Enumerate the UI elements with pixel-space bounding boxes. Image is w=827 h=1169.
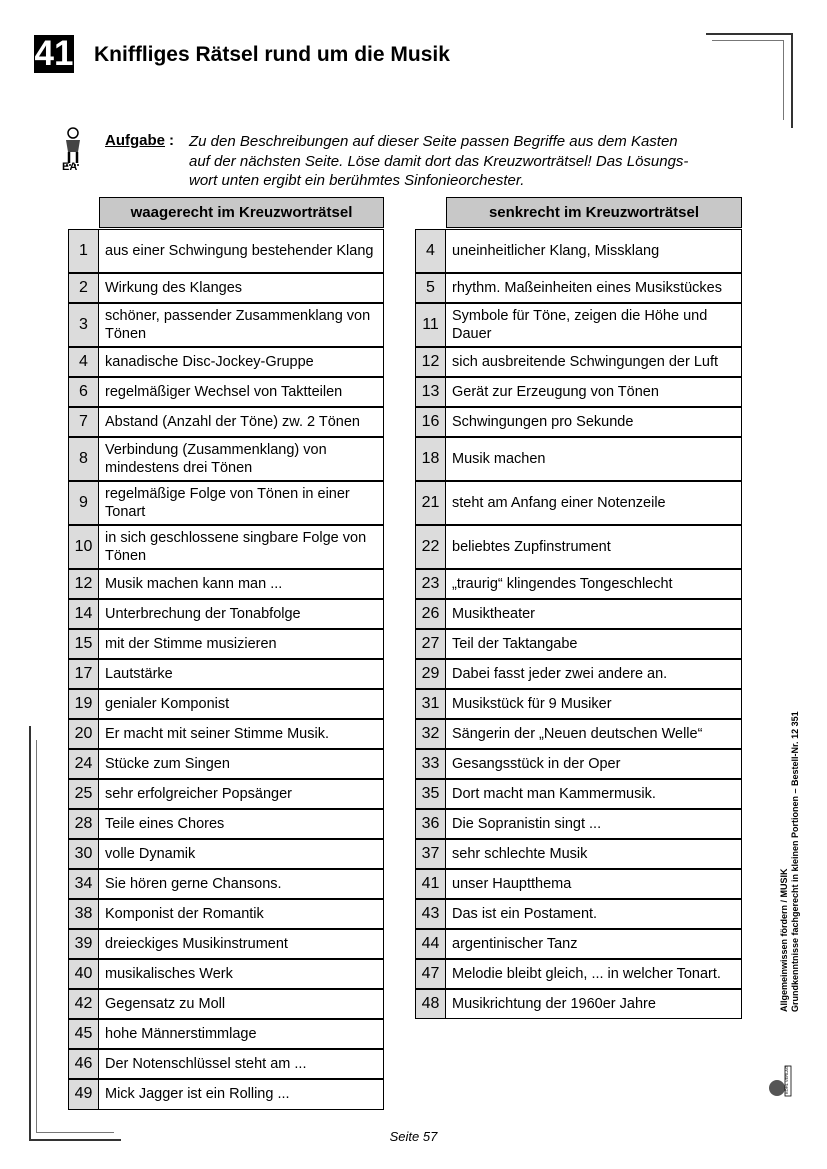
down-clue-text: Musik machen — [446, 437, 742, 482]
down-clue-number: 21 — [415, 481, 446, 526]
corner-line-bottom-left-v1 — [29, 726, 31, 1139]
down-clue-text: Musikstück für 9 Musiker — [446, 689, 742, 720]
across-row — [68, 989, 384, 1020]
down-clue-text: sehr schlechte Musik — [446, 839, 742, 870]
across-clue-text: regelmäßiger Wechsel von Taktteilen — [99, 377, 384, 408]
across-clue-text: Stücke zum Singen — [99, 749, 384, 780]
across-clue-number: 9 — [68, 481, 99, 526]
task-instructions — [189, 132, 749, 191]
exercise-number: 41 — [34, 34, 74, 73]
across-clue-number: 34 — [68, 869, 99, 900]
across-clue-text: hohe Männerstimmlage — [99, 1019, 384, 1050]
down-row — [415, 229, 742, 274]
across-row — [68, 229, 384, 274]
across-clue-text: mit der Stimme musizieren — [99, 629, 384, 660]
across-row — [68, 347, 384, 378]
down-clue-number: 13 — [415, 377, 446, 408]
down-clue-number: 41 — [415, 869, 446, 900]
across-clue-number: 39 — [68, 929, 99, 960]
down-clue-text: Gesangsstück in der Oper — [446, 749, 742, 780]
across-clue-text: Lautstärke — [99, 659, 384, 690]
down-row — [415, 599, 742, 630]
down-clue-number: 33 — [415, 749, 446, 780]
down-row — [415, 899, 742, 930]
across-clue-text: genialer Komponist — [99, 689, 384, 720]
down-row — [415, 989, 742, 1020]
across-clue-text: Mick Jagger ist ein Rolling ... — [99, 1079, 384, 1111]
across-row — [68, 929, 384, 960]
across-clue-text: aus einer Schwingung bestehender Klang — [99, 229, 384, 274]
down-row — [415, 481, 742, 526]
down-clue-number: 35 — [415, 779, 446, 810]
corner-line-top-right-h1 — [706, 33, 792, 35]
down-clue-number: 44 — [415, 929, 446, 960]
across-clue-number: 19 — [68, 689, 99, 720]
down-clue-number: 16 — [415, 407, 446, 438]
across-row — [68, 839, 384, 870]
across-clue-number: 1 — [68, 229, 99, 274]
down-row — [415, 347, 742, 378]
publisher-side-text — [779, 711, 801, 1012]
work-mode-label: EA — [62, 161, 78, 173]
across-clue-text: volle Dynamik — [99, 839, 384, 870]
side-line-1: Allgemeinwissen fördern / MUSIK — [779, 868, 789, 1012]
across-clue-number: 28 — [68, 809, 99, 840]
across-table-header: waagerecht im Kreuzworträtsel — [99, 197, 384, 228]
down-clue-number: 47 — [415, 959, 446, 990]
down-clue-text: Musikrichtung der 1960er Jahre — [446, 989, 742, 1020]
down-clue-number: 12 — [415, 347, 446, 378]
across-clue-number: 17 — [68, 659, 99, 690]
down-clue-number: 32 — [415, 719, 446, 750]
across-clue-text: Unterbrechung der Tonabfolge — [99, 599, 384, 630]
across-clue-number: 3 — [68, 303, 99, 348]
down-clue-number: 36 — [415, 809, 446, 840]
down-clue-text: Gerät zur Erzeugung von Tönen — [446, 377, 742, 408]
across-clue-number: 4 — [68, 347, 99, 378]
down-clue-text: Symbole für Töne, zeigen die Höhe und Dauer — [446, 303, 742, 348]
down-clue-number: 11 — [415, 303, 446, 348]
across-row — [68, 1079, 384, 1111]
down-row — [415, 779, 742, 810]
down-clue-number: 43 — [415, 899, 446, 930]
across-clue-number: 2 — [68, 273, 99, 304]
across-row — [68, 719, 384, 750]
down-clue-number: 31 — [415, 689, 446, 720]
page-number: Seite 57 — [389, 1129, 438, 1144]
across-clue-text: musikalisches Werk — [99, 959, 384, 990]
down-clue-text: Teil der Taktangabe — [446, 629, 742, 660]
across-clue-number: 24 — [68, 749, 99, 780]
across-row — [68, 569, 384, 600]
down-row — [415, 839, 742, 870]
across-row — [68, 599, 384, 630]
across-row — [68, 407, 384, 438]
across-row — [68, 959, 384, 990]
across-row — [68, 273, 384, 304]
corner-line-bottom-left-v2 — [36, 740, 37, 1132]
across-clue-text: regelmäßige Folge von Tönen in einer Tonart — [99, 481, 384, 526]
across-row — [68, 809, 384, 840]
across-clue-number: 25 — [68, 779, 99, 810]
down-clue-text: argentinischer Tanz — [446, 929, 742, 960]
down-clue-text: Musiktheater — [446, 599, 742, 630]
across-clue-number: 14 — [68, 599, 99, 630]
task-line-1: Zu den Beschreibungen auf dieser Seite passen Begriffe aus dem Kasten — [189, 133, 678, 150]
down-clue-text: steht am Anfang einer Notenzeile — [446, 481, 742, 526]
across-clue-text: Er macht mit seiner Stimme Musik. — [99, 719, 384, 750]
down-table-header: senkrecht im Kreuzworträtsel — [446, 197, 742, 228]
down-clue-text: beliebtes Zupfinstrument — [446, 525, 742, 570]
down-clue-text: Die Sopranistin singt ... — [446, 809, 742, 840]
down-row — [415, 749, 742, 780]
corner-line-top-right-v1 — [791, 33, 793, 128]
across-clue-text: Wirkung des Klanges — [99, 273, 384, 304]
across-clue-text: Abstand (Anzahl der Töne) zw. 2 Tönen — [99, 407, 384, 438]
down-clue-number: 5 — [415, 273, 446, 304]
across-clue-text: schöner, passender Zusammenklang von Tönen — [99, 303, 384, 348]
down-clue-text: unser Hauptthema — [446, 869, 742, 900]
across-clue-text: Komponist der Romantik — [99, 899, 384, 930]
logo-text: KOHL VERLAG — [784, 1065, 789, 1094]
down-clue-number: 23 — [415, 569, 446, 600]
across-clue-text: kanadische Disc-Jockey-Gruppe — [99, 347, 384, 378]
across-row — [68, 869, 384, 900]
across-clue-number: 30 — [68, 839, 99, 870]
across-clue-text: Der Notenschlüssel steht am ... — [99, 1049, 384, 1080]
task-colon: : — [169, 132, 174, 149]
down-row — [415, 629, 742, 660]
task-line-3: wort unten ergibt ein berühmtes Sinfonieorchester. — [189, 172, 525, 189]
across-clue-number: 45 — [68, 1019, 99, 1050]
down-clue-number: 29 — [415, 659, 446, 690]
across-row — [68, 1019, 384, 1050]
across-clue-number: 38 — [68, 899, 99, 930]
down-row — [415, 959, 742, 990]
across-row — [68, 481, 384, 526]
across-clue-number: 20 — [68, 719, 99, 750]
across-row — [68, 749, 384, 780]
across-clue-number: 10 — [68, 525, 99, 570]
side-line-2: Grundkenntnisse fachgerecht in kleinen Portionen – Bestell-Nr. 12 351 — [790, 711, 800, 1012]
down-clue-number: 26 — [415, 599, 446, 630]
down-row — [415, 437, 742, 482]
down-row — [415, 869, 742, 900]
across-clue-text: sehr erfolgreicher Popsänger — [99, 779, 384, 810]
down-row — [415, 303, 742, 348]
across-row — [68, 689, 384, 720]
down-clue-text: Schwingungen pro Sekunde — [446, 407, 742, 438]
down-clue-text: Dort macht man Kammermusik. — [446, 779, 742, 810]
down-clue-text: uneinheitlicher Klang, Missklang — [446, 229, 742, 274]
down-row — [415, 273, 742, 304]
down-row — [415, 719, 742, 750]
publisher-logo — [768, 1064, 792, 1098]
across-clue-number: 46 — [68, 1049, 99, 1080]
down-clue-number: 27 — [415, 629, 446, 660]
down-clue-text: Melodie bleibt gleich, ... in welcher Tonart. — [446, 959, 742, 990]
down-row — [415, 377, 742, 408]
corner-line-top-right-h2 — [712, 40, 784, 41]
down-clue-number: 22 — [415, 525, 446, 570]
page-title: Kniffliges Rätsel rund um die Musik — [94, 43, 450, 66]
down-clue-text: sich ausbreitende Schwingungen der Luft — [446, 347, 742, 378]
down-clue-text: Dabei fasst jeder zwei andere an. — [446, 659, 742, 690]
across-clue-text: Verbindung (Zusammenklang) von mindestens drei Tönen — [99, 437, 384, 482]
across-clue-number: 42 — [68, 989, 99, 1020]
across-row — [68, 437, 384, 482]
across-row — [68, 629, 384, 660]
down-row — [415, 525, 742, 570]
task-label: Aufgabe — [105, 132, 165, 149]
down-clue-text: Sängerin der „Neuen deutschen Welle“ — [446, 719, 742, 750]
across-clue-text: Musik machen kann man ... — [99, 569, 384, 600]
across-clue-number: 40 — [68, 959, 99, 990]
down-clue-number: 4 — [415, 229, 446, 274]
across-clue-text: Sie hören gerne Chansons. — [99, 869, 384, 900]
across-clue-text: in sich geschlossene singbare Folge von Tönen — [99, 525, 384, 570]
across-row — [68, 899, 384, 930]
across-clue-text: dreieckiges Musikinstrument — [99, 929, 384, 960]
across-clue-number: 49 — [68, 1079, 99, 1111]
down-row — [415, 689, 742, 720]
down-clue-text: rhythm. Maßeinheiten eines Musikstückes — [446, 273, 742, 304]
across-clue-text: Teile eines Chores — [99, 809, 384, 840]
across-clue-number: 12 — [68, 569, 99, 600]
across-clue-number: 6 — [68, 377, 99, 408]
down-row — [415, 809, 742, 840]
down-clue-number: 18 — [415, 437, 446, 482]
across-clue-number: 8 — [68, 437, 99, 482]
task-line-2: auf der nächsten Seite. Löse damit dort das Kreuzworträtsel! Das Lösungs- — [189, 152, 689, 170]
across-row — [68, 659, 384, 690]
across-row — [68, 377, 384, 408]
across-row — [68, 525, 384, 570]
across-clue-number: 7 — [68, 407, 99, 438]
down-row — [415, 569, 742, 600]
down-clue-number: 48 — [415, 989, 446, 1020]
across-row — [68, 1049, 384, 1080]
down-row — [415, 659, 742, 690]
down-row — [415, 929, 742, 960]
corner-line-top-right-v2 — [783, 40, 784, 120]
across-clue-text: Gegensatz zu Moll — [99, 989, 384, 1020]
across-row — [68, 303, 384, 348]
down-clue-text: Das ist ein Postament. — [446, 899, 742, 930]
down-clue-number: 37 — [415, 839, 446, 870]
across-clue-number: 15 — [68, 629, 99, 660]
across-row — [68, 779, 384, 810]
down-row — [415, 407, 742, 438]
down-clue-text: „traurig“ klingendes Tongeschlecht — [446, 569, 742, 600]
